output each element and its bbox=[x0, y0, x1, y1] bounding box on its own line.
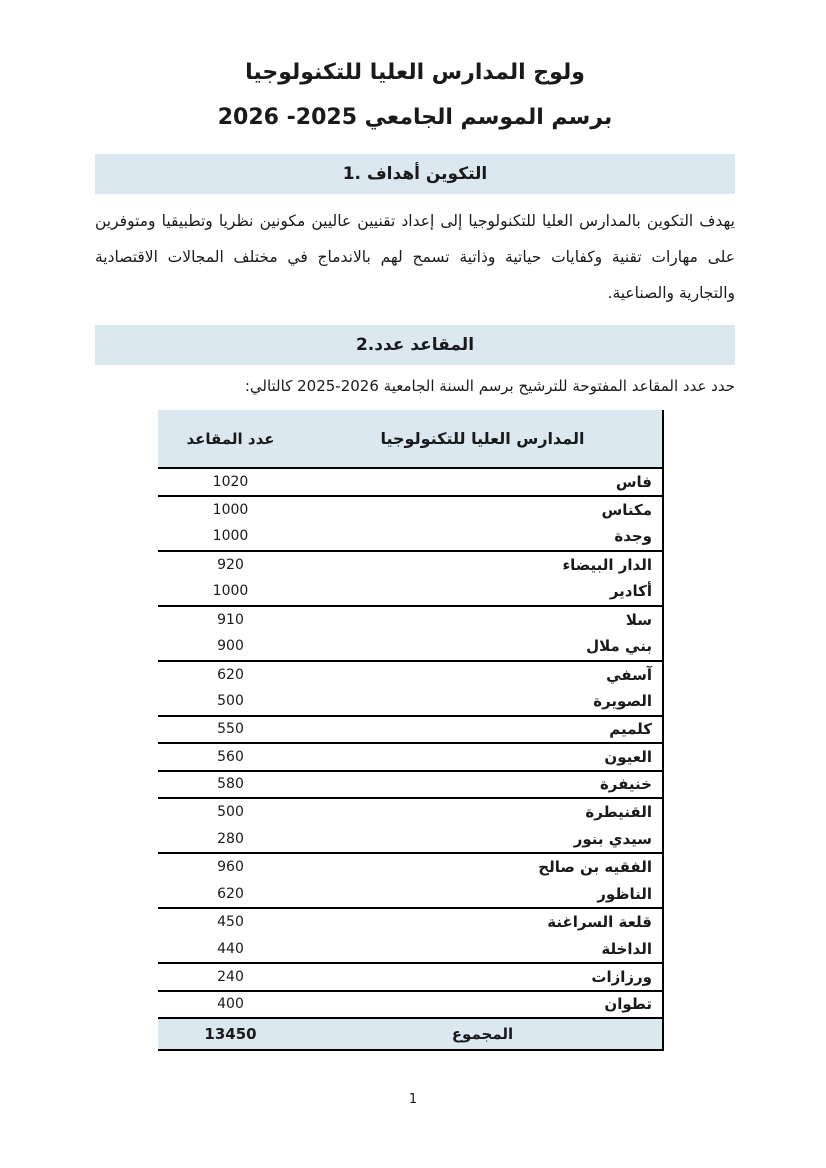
school-name-cell: الناظور bbox=[303, 881, 663, 909]
seat-count-cell: 900 bbox=[158, 633, 303, 661]
table-row bbox=[158, 853, 663, 881]
seat-count-cell: 580 bbox=[158, 771, 303, 799]
seat-count-cell: 240 bbox=[158, 963, 303, 991]
school-name-cell: الفقيه بن صالح bbox=[538, 858, 652, 877]
table-row bbox=[158, 908, 663, 936]
table-row bbox=[158, 798, 663, 826]
seat-count-cell: 1020 bbox=[158, 468, 303, 496]
total-value: 13450 bbox=[158, 1018, 303, 1050]
school-name-cell: وجدة bbox=[303, 523, 663, 551]
school-name-cell: أكادير bbox=[303, 578, 663, 606]
school-name-cell: القنيطرة bbox=[585, 803, 652, 822]
school-name-cell: العيون bbox=[303, 743, 663, 771]
seat-count-cell: 440 bbox=[158, 936, 303, 964]
seats-table bbox=[158, 410, 664, 1051]
seat-count-cell: 450 bbox=[217, 914, 244, 931]
section2-heading-bar bbox=[95, 325, 735, 365]
column-header-seats: عدد المقاعد bbox=[158, 410, 303, 468]
seat-count-cell: 550 bbox=[158, 716, 303, 744]
table-row bbox=[158, 936, 663, 964]
seat-count-cell: 560 bbox=[158, 743, 303, 771]
page-number: 1 bbox=[408, 1092, 418, 1107]
document-content bbox=[95, 0, 735, 1051]
total-row bbox=[158, 1018, 663, 1050]
seat-count-cell: 500 bbox=[158, 688, 303, 716]
seat-count-cell: 1000 bbox=[212, 501, 249, 518]
school-name-cell: الدار البيضاء bbox=[562, 555, 652, 574]
school-name-cell: سلا bbox=[625, 610, 652, 629]
seat-count-cell: 920 bbox=[217, 556, 244, 573]
school-name-cell: كلميم bbox=[303, 716, 663, 744]
table-row bbox=[158, 661, 663, 689]
title-line-2: برسم الموسم الجامعي 2025- 2026 bbox=[217, 105, 613, 130]
table-row bbox=[158, 633, 663, 661]
table-row bbox=[158, 551, 663, 579]
table-row bbox=[158, 523, 663, 551]
section1-heading-bar bbox=[95, 154, 735, 194]
school-name-cell: بني ملال bbox=[303, 633, 663, 661]
table-header-row bbox=[158, 410, 663, 468]
table-row bbox=[158, 881, 663, 909]
section1-heading: 1. أهداف‎ التكوين bbox=[342, 164, 488, 184]
seat-count-cell: 1000 bbox=[158, 578, 303, 606]
school-name-cell: آسفي bbox=[606, 665, 652, 684]
table-row bbox=[158, 771, 663, 799]
table-row bbox=[158, 826, 663, 854]
school-name-cell: فاس bbox=[303, 468, 663, 496]
table-row bbox=[158, 963, 663, 991]
seat-count-cell: 1000 bbox=[158, 523, 303, 551]
school-name-cell: مكناس bbox=[601, 500, 652, 519]
table-row bbox=[158, 496, 663, 524]
column-header-schools: المدارس العليا للتكنولوجيا bbox=[303, 410, 663, 468]
table-row bbox=[158, 688, 663, 716]
seat-count-cell: 620 bbox=[217, 666, 244, 683]
seat-count-cell: 280 bbox=[158, 826, 303, 854]
school-name-cell: سيدي بنور bbox=[303, 826, 663, 854]
school-name-cell: قلعة السراغنة bbox=[547, 913, 652, 932]
table-row bbox=[158, 578, 663, 606]
table-row bbox=[158, 743, 663, 771]
section2-intro-sentence: حدد عدد المقاعد المفتوحة للترشيح برسم السنة الجامعية 2026-2025 كالتالي: bbox=[244, 377, 735, 395]
table-row bbox=[158, 716, 663, 744]
section2-heading: 2.عدد‎ المقاعد bbox=[355, 335, 475, 355]
school-name-cell: تطوان bbox=[303, 991, 663, 1019]
document-title bbox=[95, 50, 735, 140]
school-name-cell: خنيفرة bbox=[303, 771, 663, 799]
total-label: المجموع bbox=[303, 1018, 663, 1050]
school-name-cell: الداخلة bbox=[303, 936, 663, 964]
table-row bbox=[158, 468, 663, 496]
table-row bbox=[158, 991, 663, 1019]
seat-count-cell: 500 bbox=[217, 804, 244, 821]
school-name-cell: ورزازات bbox=[303, 963, 663, 991]
title-line-1: ولوج المدارس العليا للتكنولوجيا bbox=[245, 60, 585, 85]
seat-count-cell: 620 bbox=[158, 881, 303, 909]
seat-count-cell: 400 bbox=[158, 991, 303, 1019]
table-row bbox=[158, 606, 663, 634]
seat-count-cell: 960 bbox=[217, 859, 244, 876]
seat-count-cell: 910 bbox=[217, 611, 244, 628]
school-name-cell: الصويرة bbox=[303, 688, 663, 716]
section1-paragraph: يهدف التكوين بالمدارس العليا للتكنولوجيا إلى إعداد تقنيين عاليين مكونين نظريا وتطبيقيا ومتوفرين على مهارات تقنية وكفايات حياتية وذاتية تسمح لهم بالاندماج في مختلف المجالات الاقتصادية والتجارية والصناعية. bbox=[95, 212, 735, 302]
